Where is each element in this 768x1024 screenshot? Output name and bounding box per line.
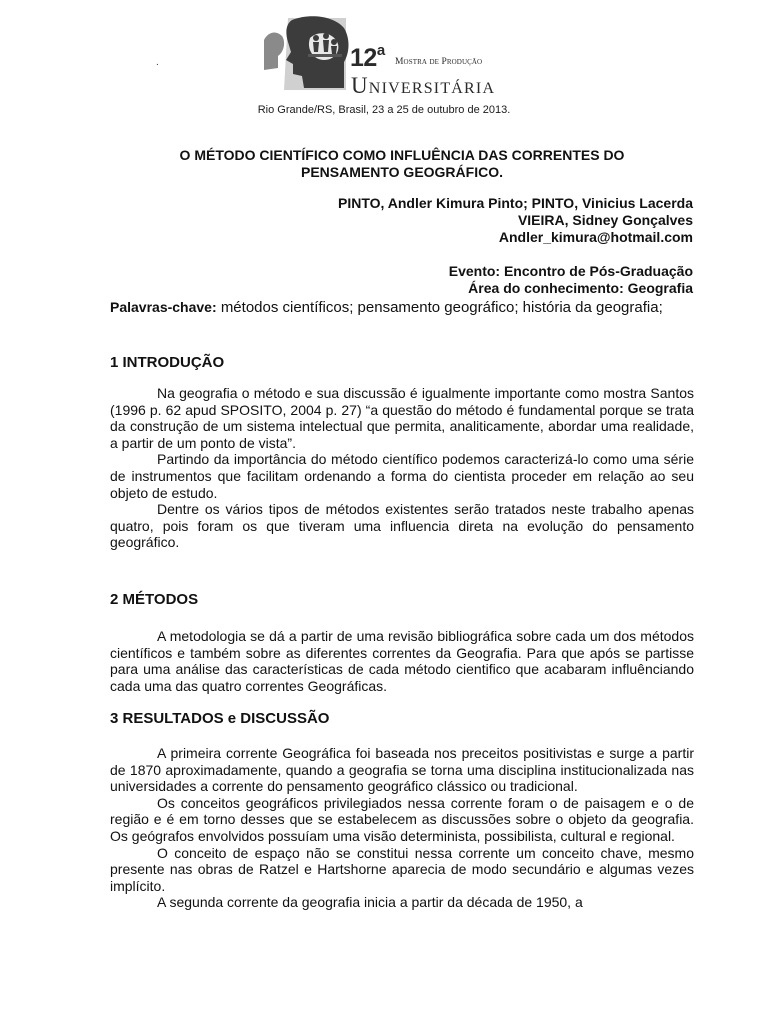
- event-info: [110, 263, 693, 297]
- knowledge-area-line: Área do conhecimento: Geografia: [468, 280, 693, 296]
- event-logo: [258, 14, 520, 98]
- event-location: Rio Grande/RS, Brasil, 23 a 25 de outubro de 2013.: [257, 104, 511, 116]
- title-line: O MÉTODO CIENTÍFICO COMO INFLUÊNCIA DAS CORRENTES DO: [179, 147, 625, 163]
- paper-title: [110, 147, 694, 181]
- head-silhouette-icon: [258, 14, 356, 94]
- keywords: [110, 298, 694, 317]
- section-body-methods: [110, 628, 694, 694]
- author-email: Andler_kimura@hotmail.com: [498, 229, 693, 245]
- paragraph: Os conceitos geográficos privilegiados nessa corrente foram o de paisagem e o de região e é em torno desses que se estabelecem as discussões sobre o objeto da geografia. Os geógrafos envolvidos possuíam uma visão determinista, possibilista, cultural e regional.: [110, 794, 694, 844]
- keywords-text: métodos científicos; pensamento geográfico; história da geografia;: [220, 299, 663, 316]
- event-line: Evento: Encontro de Pós-Graduação: [448, 263, 693, 279]
- section-body-results: [110, 745, 694, 911]
- paragraph: A metodologia se dá a partir de uma revisão bibliográfica sobre cada um dos métodos científicos e também sobre as diferentes correntes da Geografia. Para que após se partisse para uma análise das características de cada método cientifico que acabaram influênciando cada uma das quatro correntes Geográficas.: [110, 628, 694, 694]
- paragraph: Na geografia o método e sua discussão é igualmente importante como mostra Santos (1996 p. 62 apud SPOSITO, 2004 p. 27) “a questão do método é fundamental porque se trata da construção de um sistema intelectual que permita, analiticamente, abordar uma realidade, a partir de um ponto de vista”.: [110, 385, 694, 451]
- author-names: VIEIRA, Sidney Gonçalves: [517, 212, 693, 228]
- author-block: [110, 195, 693, 246]
- section-heading-introduction: 1 INTRODUÇÃO: [110, 354, 225, 371]
- keywords-label: Palavras-chave:: [110, 299, 217, 315]
- stray-dot: .: [156, 57, 159, 68]
- section-heading-methods: 2 MÉTODOS: [110, 591, 199, 608]
- paragraph: O conceito de espaço não se constitui nessa corrente um conceito chave, mesmo presente nas obras de Ratzel e Hartshorne aparecia de modo secundário e algumas vezes implícito.: [110, 844, 694, 894]
- section-heading-results: 3 RESULTADOS e DISCUSSÃO: [110, 710, 330, 727]
- paragraph: Partindo da importância do método científico podemos caracterizá-lo como uma série de instrumentos que facilitam ordenando a forma do cientista proceder em relação ao seu objeto de estudo.: [110, 451, 694, 501]
- title-line: PENSAMENTO GEOGRÁFICO.: [301, 164, 503, 180]
- paragraph: A primeira corrente Geográfica foi baseada nos preceitos positivistas e surge a partir de 1870 aproximadamente, quando a geografia se torna uma disciplina institucionalizada nas universidades a corrente do pensamento geográfico clássico ou tradicional.: [110, 745, 694, 795]
- paragraph: Dentre os vários tipos de métodos existentes serão tratados neste trabalho apenas quatro, pois foram os que tiveram uma influencia direta na evolução do pensamento geográfico.: [110, 501, 694, 551]
- logo-subtitle: Mostra de Produção: [395, 57, 483, 67]
- logo-edition-number: 12$^a$: [350, 42, 385, 72]
- section-body-introduction: [110, 385, 694, 551]
- paragraph: A segunda corrente da geografia inicia a partir da década de 1950, a: [157, 894, 583, 911]
- author-names: PINTO, Andler Kimura Pinto; PINTO, Vinicius Lacerda: [337, 195, 693, 211]
- logo-title: Universitária: [351, 73, 496, 98]
